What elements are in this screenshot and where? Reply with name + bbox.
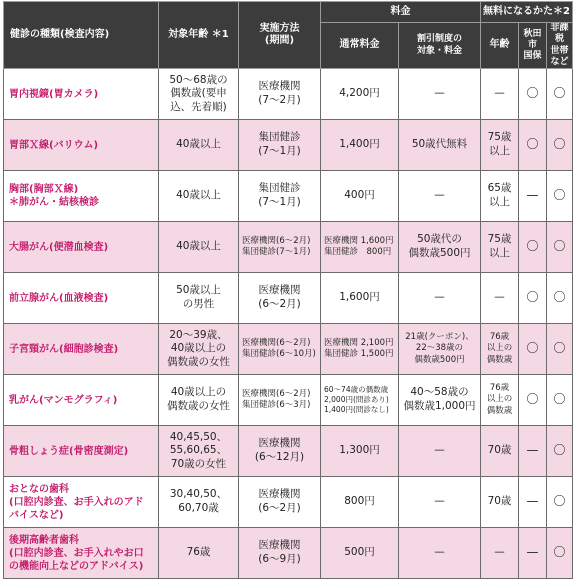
target-age: 76歳 (159, 528, 239, 579)
normal-fee: 800円 (321, 477, 399, 528)
target-age: 40歳以上 (159, 222, 239, 273)
method: 集団健診 (7〜1月) (239, 171, 321, 222)
discount: — (399, 477, 481, 528)
table-row (4, 120, 573, 171)
akita-nho-mark: — (519, 171, 547, 222)
free-age: 65歳 以上 (481, 171, 519, 222)
akita-nho-mark: 〇 (519, 375, 547, 426)
method: 医療機関 (6〜12月) (239, 426, 321, 477)
table-row (4, 477, 573, 528)
normal-fee: 500円 (321, 528, 399, 579)
akita-nho-mark: 〇 (519, 273, 547, 324)
method: 集団健診 (7〜1月) (239, 120, 321, 171)
normal-fee: 400円 (321, 171, 399, 222)
free-age: 75歳 以上 (481, 222, 519, 273)
free-age: 76歳 以上の 偶数歳 (481, 324, 519, 375)
target-age: 50歳以上 の男性 (159, 273, 239, 324)
checkup-name: 前立腺がん(血液検査) (4, 273, 159, 324)
header-age: 対象年齢 ＊1 (159, 2, 239, 69)
method: 医療機関(6〜2月) 集団健診(6〜10月) (239, 324, 321, 375)
discount: 21歳(クーポン)、 22〜38歳の 偶数歳500円 (399, 324, 481, 375)
free-age: — (481, 528, 519, 579)
free-age: 75歳 以上 (481, 120, 519, 171)
normal-fee: 1,600円 (321, 273, 399, 324)
method: 医療機関(6〜2月) 集団健診(6〜3月) (239, 375, 321, 426)
method: 医療機関 (7〜2月) (239, 69, 321, 120)
free-age: 70歳 (481, 477, 519, 528)
header-free-age: 年齢 (481, 23, 519, 69)
checkup-name: おとなの歯科 (口腔内診査、お手入れのアド バイスなど) (4, 477, 159, 528)
discount: 50歳代の 偶数歳500円 (399, 222, 481, 273)
header-type: 健診の種類(検査内容) (4, 2, 159, 69)
nontax-mark: 〇 (547, 120, 573, 171)
nontax-mark: 〇 (547, 69, 573, 120)
normal-fee: 60〜74歳の偶数歳 2,000円(問診あり) 1,400円(問診なし) (321, 375, 399, 426)
table-row (4, 222, 573, 273)
free-age: 76歳 以上の 偶数歳 (481, 375, 519, 426)
nontax-mark: 〇 (547, 426, 573, 477)
header-free-akita: 秋田市 国保 (519, 23, 547, 69)
normal-fee: 医療機関 2,100円 集団健診 1,500円 (321, 324, 399, 375)
checkup-name: 大腸がん(便潜血検査) (4, 222, 159, 273)
nontax-mark: 〇 (547, 375, 573, 426)
akita-nho-mark: — (519, 477, 547, 528)
nontax-mark: 〇 (547, 477, 573, 528)
header-fee-discount: 割引制度の 対象・料金 (399, 23, 481, 69)
akita-nho-mark: 〇 (519, 222, 547, 273)
checkup-name: 胃内視鏡(胃カメラ) (4, 69, 159, 120)
checkup-table (3, 1, 573, 579)
akita-nho-mark: 〇 (519, 324, 547, 375)
table-row (4, 273, 573, 324)
nontax-mark: 〇 (547, 171, 573, 222)
discount: — (399, 273, 481, 324)
free-age: — (481, 69, 519, 120)
target-age: 40歳以上 (159, 171, 239, 222)
discount: — (399, 426, 481, 477)
akita-nho-mark: — (519, 528, 547, 579)
discount: — (399, 171, 481, 222)
free-age: — (481, 273, 519, 324)
normal-fee: 医療機関 1,600円 集団健診 800円 (321, 222, 399, 273)
table-row (4, 69, 573, 120)
header-method: 実施方法 (期間) (239, 2, 321, 69)
table-row (4, 171, 573, 222)
method: 医療機関(6〜2月) 集団健診(7〜1月) (239, 222, 321, 273)
method: 医療機関 (6〜9月) (239, 528, 321, 579)
header-free-group: 無料になるかた＊2 (481, 2, 573, 23)
target-age: 40歳以上 (159, 120, 239, 171)
checkup-name: 子宮頸がん(細胞診検査) (4, 324, 159, 375)
method: 医療機関 (6〜2月) (239, 273, 321, 324)
checkup-name: 後期高齢者歯科 (口腔内診査、お手入れやお口 の機能向上などのアドバイス) (4, 528, 159, 579)
discount: 50歳代無料 (399, 120, 481, 171)
nontax-mark: 〇 (547, 222, 573, 273)
nontax-mark: 〇 (547, 273, 573, 324)
target-age: 40歳以上の 偶数歳の女性 (159, 375, 239, 426)
nontax-mark: 〇 (547, 324, 573, 375)
header-free-nontax: 非課税 世帯など (547, 23, 573, 69)
checkup-name: 骨粗しょう症(骨密度測定) (4, 426, 159, 477)
normal-fee: 4,200円 (321, 69, 399, 120)
checkup-name: 胃部Ｘ線(バリウム) (4, 120, 159, 171)
checkup-name: 乳がん(マンモグラフィ) (4, 375, 159, 426)
akita-nho-mark: — (519, 426, 547, 477)
akita-nho-mark: 〇 (519, 69, 547, 120)
table-row (4, 426, 573, 477)
nontax-mark: 〇 (547, 528, 573, 579)
table-row (4, 324, 573, 375)
method: 医療機関 (6〜2月) (239, 477, 321, 528)
target-age: 30,40,50、 60,70歳 (159, 477, 239, 528)
normal-fee: 1,300円 (321, 426, 399, 477)
target-age: 20〜39歳、 40歳以上の 偶数歳の女性 (159, 324, 239, 375)
discount: 40〜58歳の 偶数歳1,000円 (399, 375, 481, 426)
header-fee-normal: 通常料金 (321, 23, 399, 69)
discount: — (399, 69, 481, 120)
normal-fee: 1,400円 (321, 120, 399, 171)
checkup-name: 胸部(胸部Ｘ線) ＊肺がん・結核検診 (4, 171, 159, 222)
free-age: 70歳 (481, 426, 519, 477)
target-age: 50〜68歳の 偶数歳(要申 込、先着順) (159, 69, 239, 120)
target-age: 40,45,50、 55,60,65、 70歳の女性 (159, 426, 239, 477)
table-row (4, 375, 573, 426)
header-fee-group: 料金 (321, 2, 481, 23)
discount: — (399, 528, 481, 579)
akita-nho-mark: 〇 (519, 120, 547, 171)
